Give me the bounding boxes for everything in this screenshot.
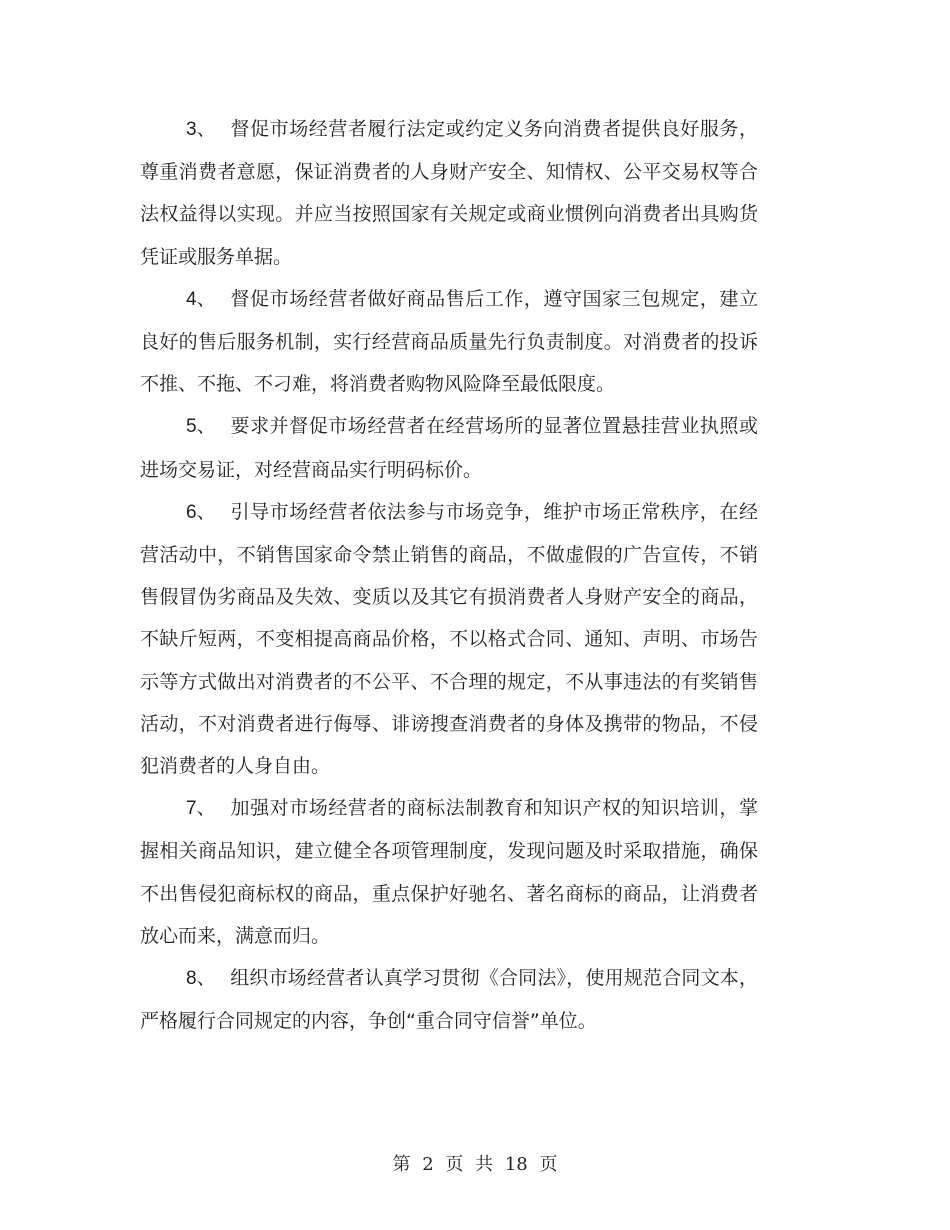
paragraph-number: 8、 [186, 968, 216, 990]
paragraph-text: 组织市场经营者认真学习贯彻《合同法》，使用规范合同文本，严格履行合同规定的内容，争创“重合同守信誉”单位。 [140, 967, 758, 1033]
paragraph-6 [140, 491, 758, 787]
paragraph-text: 督促市场经营者做好商品售后工作，遵守国家三包规定，建立良好的售后服务机制，实行经营商品质量先行负责制度。对消费者的投诉不推、不拖、不刁难，将消费者购物风险降至最低限度。 [140, 287, 758, 396]
paragraph-text: 要求并督促市场经营者在经营场所的显著位置悬挂营业执照或进场交易证，对经营商品实行明码标价。 [140, 415, 758, 481]
paragraph-text: 督促市场经营者履行法定或约定义务向消费者提供良好服务，尊重消费者意愿，保证消费者的人身财产安全、知情权、公平交易权等合法权益得以实现。并应当按照国家有关规定或商业惯例向消费者出具购货凭证或服务单据。 [140, 118, 758, 268]
paragraph-number: 5、 [186, 416, 216, 438]
paragraph-7 [140, 787, 758, 957]
document-body [140, 108, 758, 1042]
paragraph-text: 引导市场经营者依法参与市场竞争，维护市场正常秩序，在经营活动中，不销售国家命令禁止销售的商品，不做虚假的广告宣传，不销售假冒伪劣商品及失效、变质以及其它有损消费者人身财产安全的商品，不缺斤短两，不变相提高商品价格，不以格式合同、通知、声明、市场告示等方式做出对消费者的不公平、不合理的规定，不从事违法的有奖销售活动，不对消费者进行侮辱、诽谤搜查消费者的身体及携带的物品，不侵犯消费者的人身自由。 [140, 500, 758, 778]
paragraph-number: 7、 [186, 798, 216, 820]
paragraph-text: 加强对市场经营者的商标法制教育和知识产权的知识培训，掌握相关商品知识，建立健全各项管理制度，发现问题及时采取措施，确保不出售侵犯商标权的商品，重点保护好驰名、著名商标的商品，让消费者放心而来，满意而归。 [140, 797, 758, 947]
paragraph-number: 6、 [186, 501, 216, 523]
paragraph-number: 3、 [186, 119, 216, 140]
paragraph-3 [140, 108, 758, 278]
paragraph-5 [140, 405, 758, 490]
paragraph-4 [140, 278, 758, 406]
paragraph-number: 4、 [186, 288, 216, 310]
paragraph-8 [140, 957, 758, 1042]
page-footer: 第 2 页 共 18 页 [392, 1154, 558, 1175]
